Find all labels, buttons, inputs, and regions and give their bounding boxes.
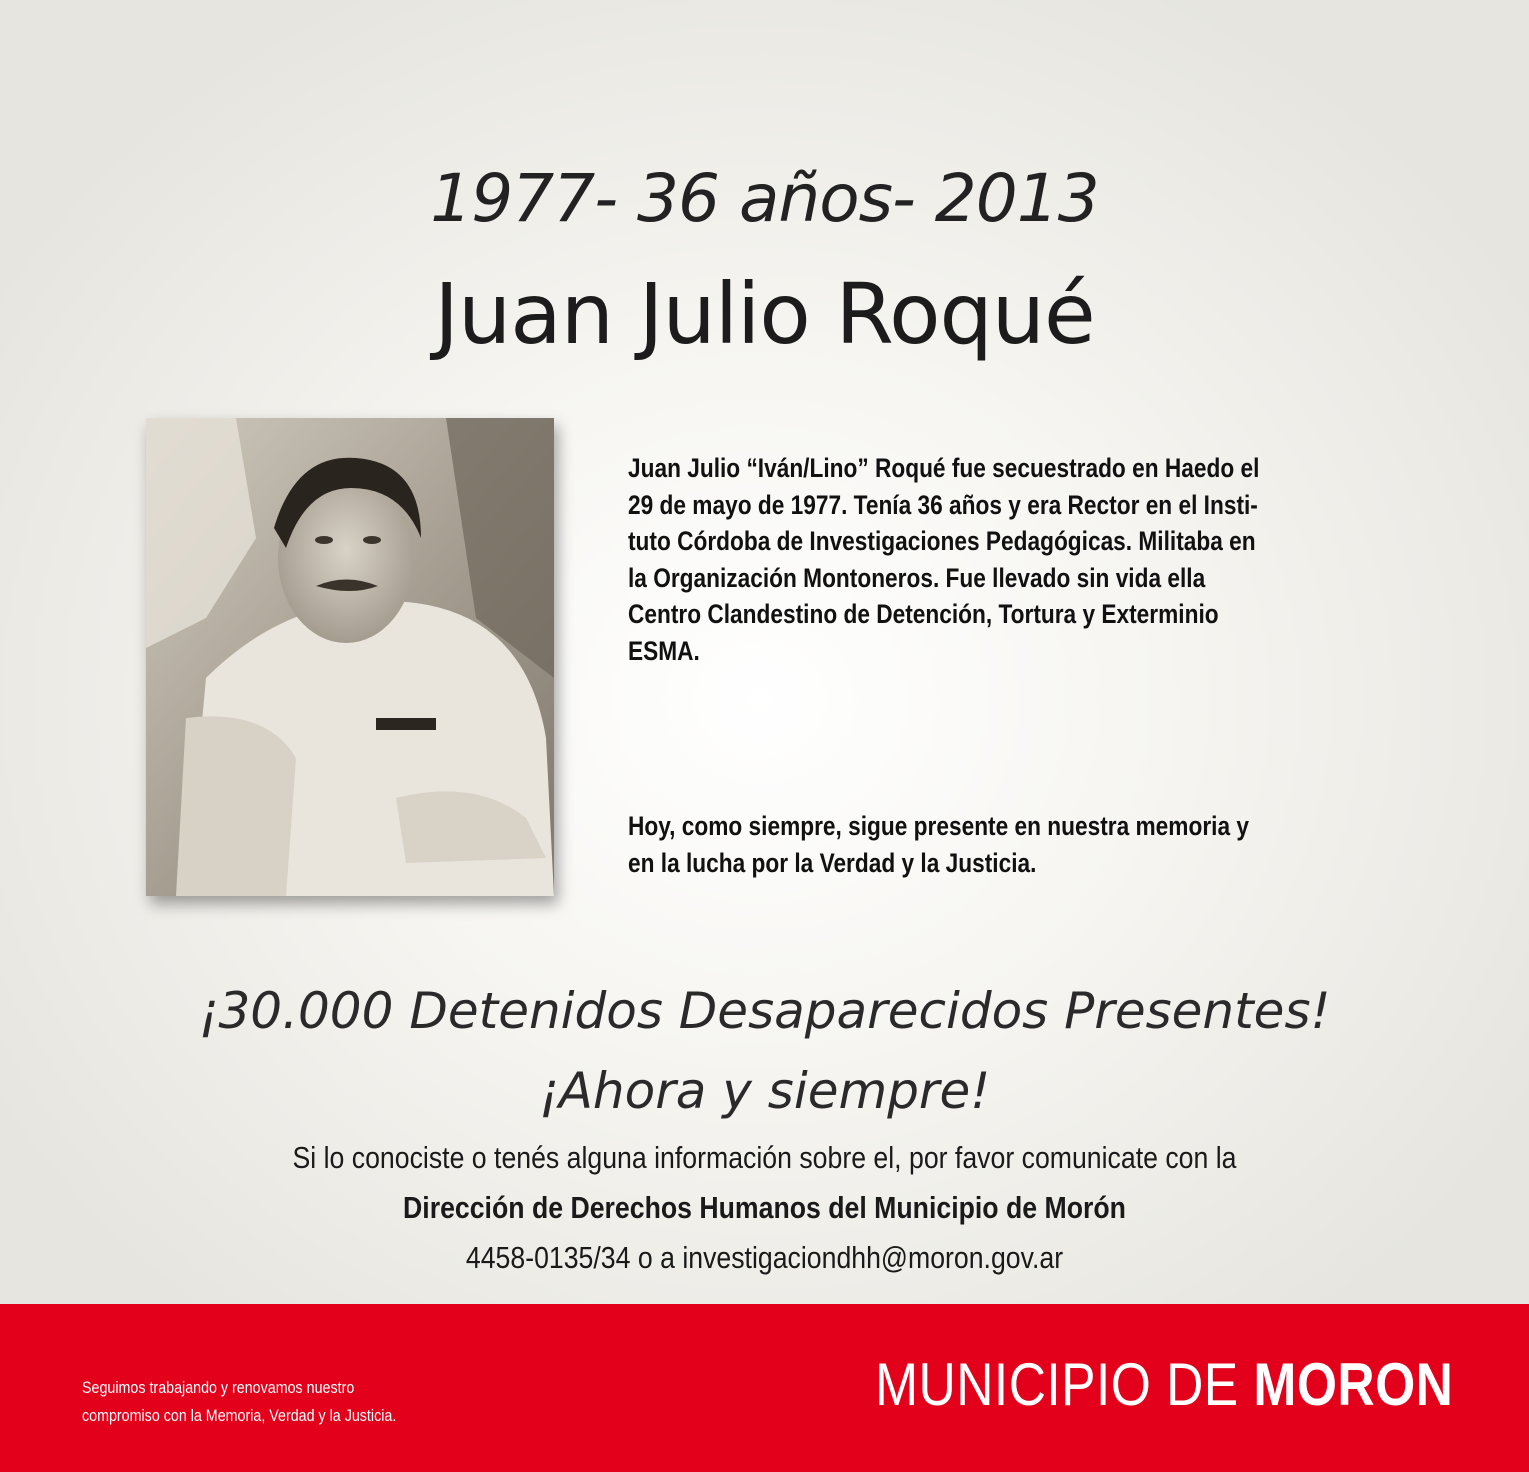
- brand-bold: MORON: [1253, 1351, 1453, 1418]
- memory-text: [628, 808, 1384, 881]
- person-name-heading: Juan Julio Roqué: [434, 265, 1095, 363]
- years-heading: 1977- 36 años- 2013: [430, 160, 1099, 237]
- memory-line: en la lucha por la Verdad y la Justicia.: [628, 847, 1037, 878]
- municipality-logo: [875, 1350, 1453, 1419]
- bio-line: la Organización Montoneros. Fue llevado sin vida ella: [628, 562, 1206, 593]
- bio-line: tuto Córdoba de Investigaciones Pedagógicas. Militaba en: [628, 526, 1256, 556]
- contact-details: 4458-0135/34 o a investigaciondhh@moron.gov.ar: [465, 1240, 1064, 1275]
- contact-intro: Si lo conociste o tenés alguna información sobre el, por favor comunicate con la: [292, 1140, 1237, 1175]
- bio-line: ESMA.: [628, 635, 700, 666]
- brand-regular: MUNICIPIO DE: [874, 1351, 1239, 1418]
- footer-note-line: Seguimos trabajando y renovamos nuestro: [82, 1378, 355, 1397]
- memory-line: Hoy, como siempre, sigue presente en nuestra memoria y: [628, 811, 1249, 841]
- biography-text: [628, 450, 1384, 669]
- contact-organization: Dirección de Derechos Humanos del Municipio de Morón: [403, 1190, 1126, 1225]
- bio-line: 29 de mayo de 1977. Tenía 36 años y era Rector en el Insti-: [628, 489, 1258, 520]
- bio-line: Juan Julio “Iván/Lino” Roqué fue secuestrado en Haedo el: [628, 453, 1260, 483]
- portrait-photo-drawing: [146, 418, 554, 896]
- slogan-line-1: ¡30.000 Detenidos Desaparecidos Presentes!: [198, 982, 1331, 1040]
- slogan-line-2: ¡Ahora y siempre!: [538, 1062, 991, 1120]
- bio-line: Centro Clandestino de Detención, Tortura y Exterminio: [628, 599, 1219, 629]
- portrait-photo: [146, 418, 554, 896]
- footer-note-line: compromiso con la Memoria, Verdad y la Justicia.: [82, 1406, 397, 1425]
- footer-note: [82, 1374, 519, 1430]
